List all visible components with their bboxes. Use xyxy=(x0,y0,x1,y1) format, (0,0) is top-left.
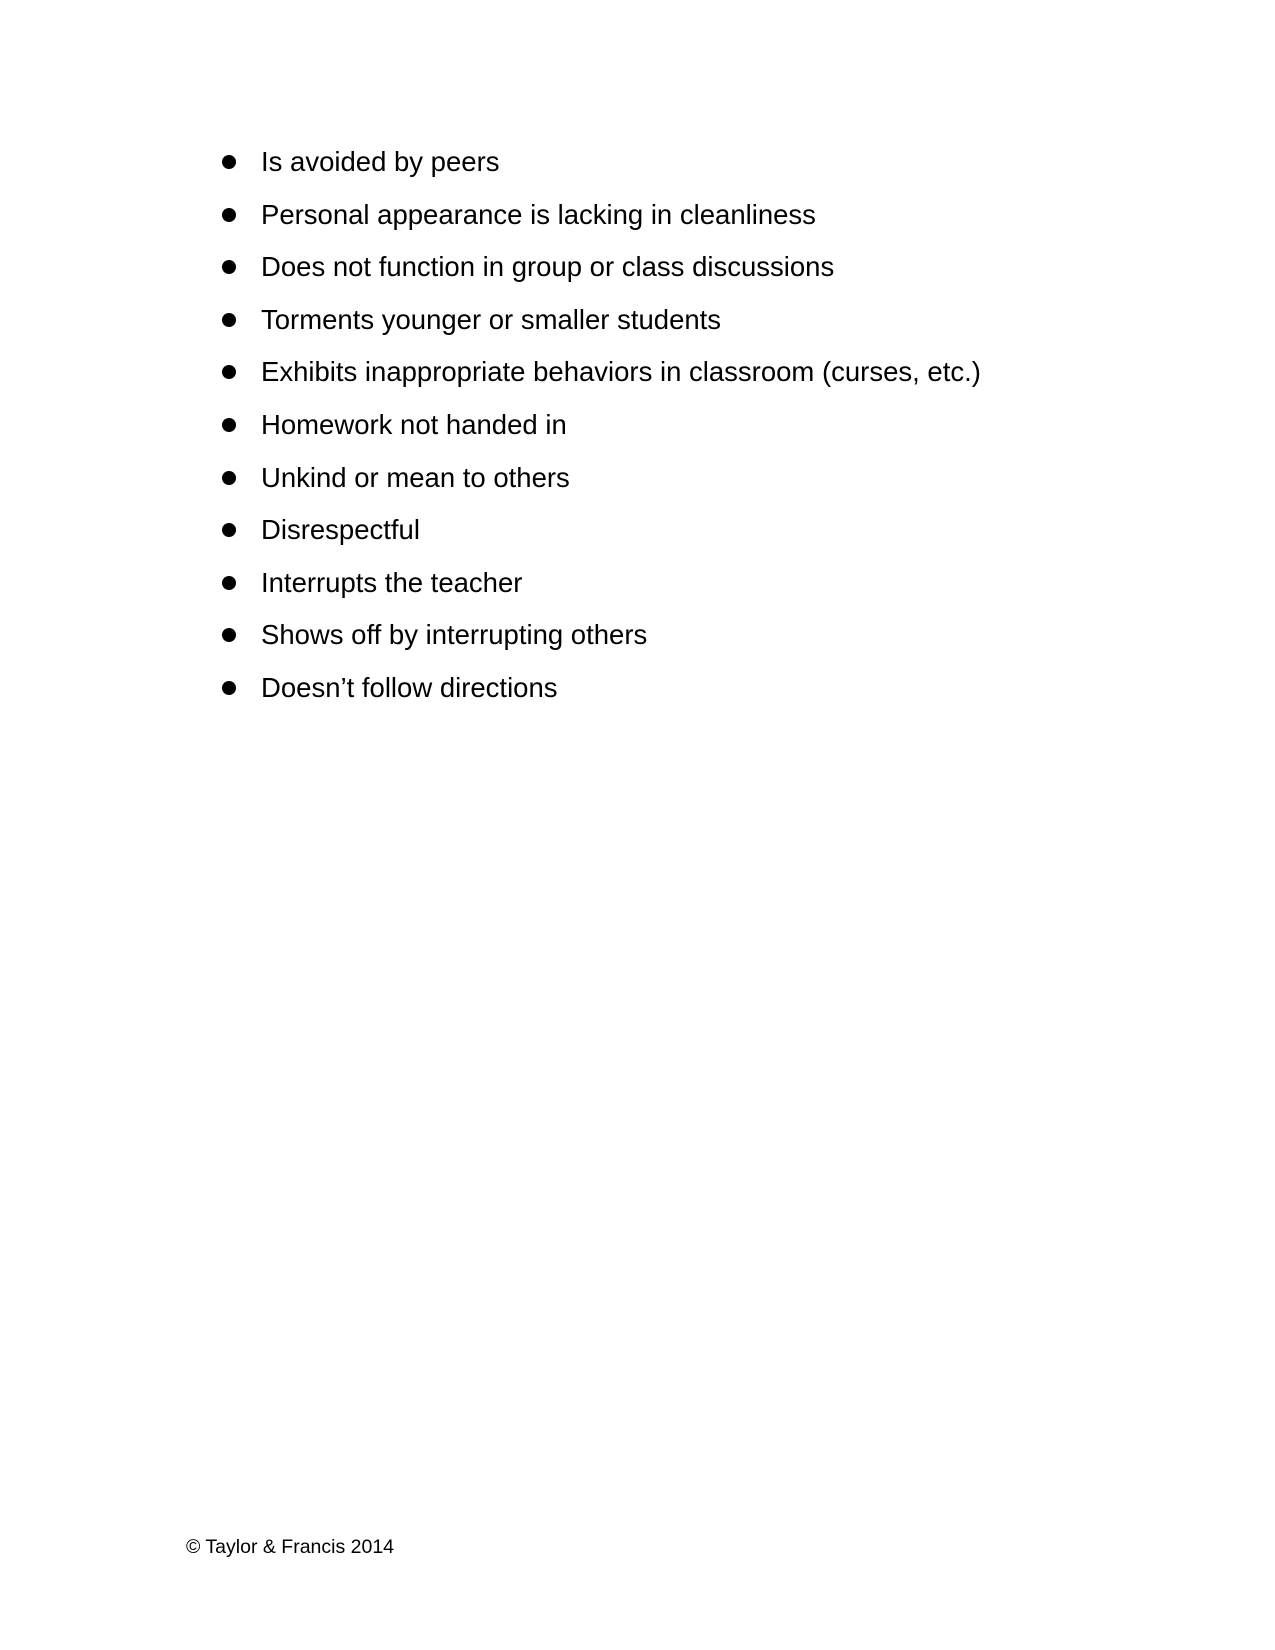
bullet-icon xyxy=(222,155,236,169)
bullet-icon xyxy=(222,208,236,222)
list-item-text: Unkind or mean to others xyxy=(261,461,570,493)
list-item-text: Interrupts the teacher xyxy=(261,566,523,598)
bullet-icon xyxy=(222,523,236,537)
bullet-icon xyxy=(222,471,236,485)
bullet-icon xyxy=(222,576,236,590)
list-item-text: Personal appearance is lacking in cleanliness xyxy=(261,198,816,230)
list-item-text: Homework not handed in xyxy=(261,408,567,440)
bullet-icon xyxy=(222,365,236,379)
list-item-text: Doesn’t follow directions xyxy=(261,671,558,703)
list-item-text: Disrespectful xyxy=(261,514,420,546)
list-item-text: Exhibits inappropriate behaviors in classroom (curses, etc.) xyxy=(261,356,981,388)
list-item-text: Is avoided by peers xyxy=(261,146,500,177)
bullet-icon xyxy=(222,628,236,642)
list-item-text: Torments younger or smaller students xyxy=(261,303,722,335)
list-item-text: Shows off by interrupting others xyxy=(261,619,648,651)
copyright-footer: © Taylor & Francis 2014 xyxy=(186,1536,395,1558)
bullet-icon xyxy=(222,260,236,274)
bullet-icon xyxy=(222,418,236,432)
list-item-text: Does not function in group or class discussions xyxy=(261,251,835,283)
bullet-icon xyxy=(222,313,236,327)
bullet-icon xyxy=(222,681,236,695)
